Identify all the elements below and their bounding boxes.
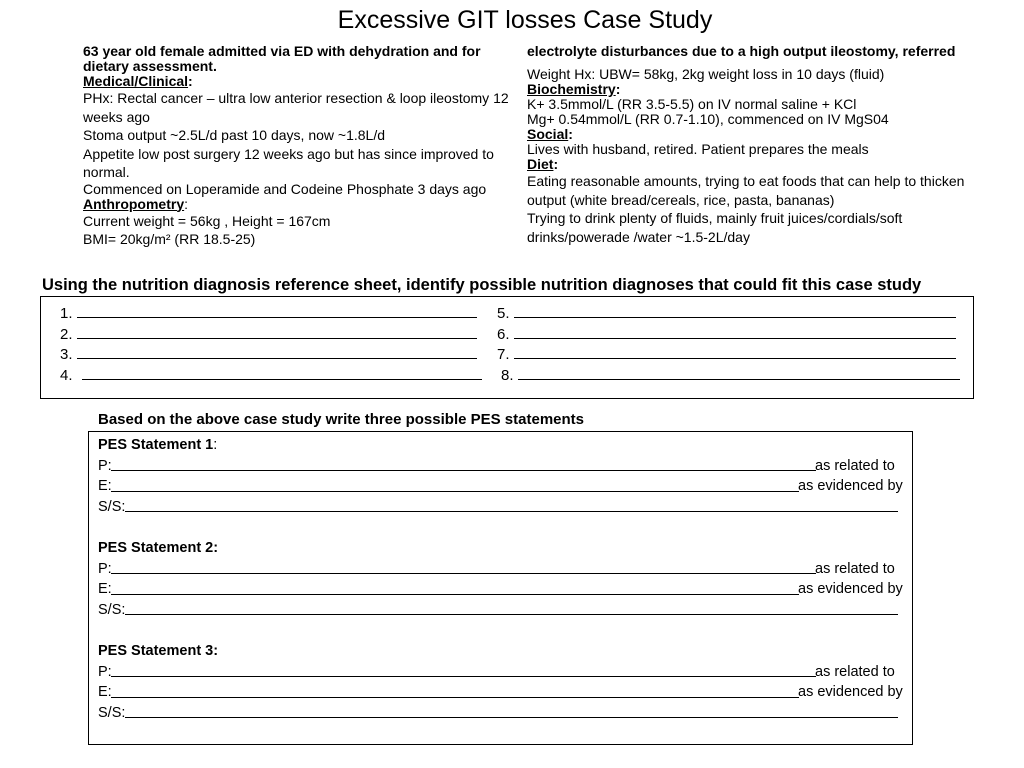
anthropometry-heading: Anthropometry bbox=[83, 195, 185, 212]
biochemistry-colon: : bbox=[615, 81, 621, 97]
page-title: Excessive GIT losses Case Study bbox=[337, 6, 713, 34]
nutrition-diagnoses-box bbox=[40, 296, 974, 399]
medical-heading: Medical/Clinical bbox=[83, 73, 189, 89]
diagnosis-number: 5. bbox=[497, 305, 510, 322]
social-heading-line bbox=[527, 127, 967, 142]
medical-medication: Commenced on Loperamide and Codeine Phosphate 3 days ago bbox=[83, 180, 487, 197]
diagnosis-item-5 bbox=[497, 302, 956, 324]
pes-signs-blank[interactable] bbox=[125, 614, 898, 615]
pes-problem-label: P: bbox=[98, 663, 112, 680]
pes-statement-2 bbox=[98, 538, 903, 620]
pes-title-row bbox=[98, 641, 903, 662]
pes-evidenced-by: as evidenced by bbox=[798, 581, 903, 598]
pes-evidenced-by: as evidenced by bbox=[798, 684, 903, 701]
pes-etiology-blank[interactable] bbox=[111, 491, 799, 492]
anthropometry-heading-line bbox=[83, 197, 513, 212]
pes-signs-row bbox=[98, 703, 903, 724]
diagnosis-blank-5[interactable] bbox=[514, 302, 956, 318]
diagnosis-item-7 bbox=[497, 343, 956, 365]
pes-signs-blank[interactable] bbox=[125, 511, 898, 512]
pes-etiology-blank[interactable] bbox=[111, 697, 799, 698]
medical-heading-line bbox=[83, 74, 513, 89]
pes-signs-blank[interactable] bbox=[125, 717, 898, 718]
diagnosis-question: Using the nutrition diagnosis reference sheet, identify possible nutrition diagnoses that could fit this case study bbox=[42, 276, 922, 294]
pes-statement-3 bbox=[98, 641, 903, 723]
pes-title: PES Statement 3: bbox=[98, 643, 219, 659]
diet-heading-line bbox=[527, 157, 967, 172]
pes-etiology-row bbox=[98, 579, 903, 600]
pes-signs-label: S/S: bbox=[98, 601, 126, 618]
pes-etiology-blank[interactable] bbox=[111, 594, 799, 595]
social-colon: : bbox=[568, 126, 573, 142]
pes-etiology-label: E: bbox=[98, 581, 112, 598]
diagnosis-item-1 bbox=[60, 302, 477, 324]
patient-intro-continued: electrolyte disturbances due to a high output ileostomy, referred bbox=[527, 43, 956, 59]
weight-history: Weight Hx: UBW= 58kg, 2kg weight loss in 10 days (fluid) bbox=[527, 66, 885, 82]
diagnosis-blank-2[interactable] bbox=[77, 323, 477, 339]
pes-title-row bbox=[98, 435, 903, 456]
diet-foods: Eating reasonable amounts, trying to eat foods that can help to thicken output (white bread/cereals, rice, pasta, bananas) bbox=[527, 173, 965, 208]
pes-etiology-row bbox=[98, 682, 903, 703]
pes-problem-blank[interactable] bbox=[111, 573, 816, 574]
social-details: Lives with husband, retired. Patient prepares the meals bbox=[527, 141, 869, 157]
diagnosis-number: 8. bbox=[501, 366, 514, 384]
pes-problem-blank[interactable] bbox=[111, 470, 816, 471]
medical-appetite: Appetite low post surgery 12 weeks ago but has since improved to normal. bbox=[83, 145, 494, 180]
medical-phx: PHx: Rectal cancer – ultra low anterior resection & loop ileostomy 12 weeks ago bbox=[83, 90, 509, 125]
diagnosis-blank-3[interactable] bbox=[77, 343, 477, 359]
pes-evidenced-by: as evidenced by bbox=[798, 478, 903, 495]
pes-signs-label: S/S: bbox=[98, 498, 126, 515]
diagnosis-number: 6. bbox=[497, 325, 510, 343]
pes-problem-blank[interactable] bbox=[111, 676, 816, 677]
diagnosis-number: 4. bbox=[60, 366, 73, 384]
diagnosis-number: 7. bbox=[497, 346, 510, 363]
pes-heading: Based on the above case study write three possible PES statements bbox=[98, 411, 584, 428]
diagnosis-number: 1. bbox=[60, 305, 73, 322]
medical-colon: : bbox=[188, 73, 193, 89]
diagnosis-blank-1[interactable] bbox=[77, 302, 477, 318]
social-heading: Social bbox=[527, 126, 569, 142]
biochemistry-magnesium: Mg+ 0.54mmol/L (RR 0.7-1.10), commenced on IV MgS04 bbox=[527, 111, 889, 127]
anthropometry-weight-height: Current weight = 56kg , Height = 167cm bbox=[83, 212, 331, 229]
biochemistry-heading: Biochemistry bbox=[527, 81, 616, 97]
diagnosis-blank-8[interactable] bbox=[518, 364, 960, 380]
pes-related-to: as related to bbox=[815, 560, 895, 577]
diagnosis-number: 2. bbox=[60, 325, 73, 343]
patient-intro: 63 year old female admitted via ED with dehydration and for dietary assessment. bbox=[83, 43, 481, 74]
pes-signs-row bbox=[98, 497, 903, 518]
diet-fluids: Trying to drink plenty of fluids, mainly fruit juices/cordials/soft drinks/powerade /water ~1.5-2L/day bbox=[527, 210, 903, 245]
pes-related-to: as related to bbox=[815, 663, 895, 680]
pes-title: PES Statement 1: bbox=[98, 437, 218, 453]
pes-problem-label: P: bbox=[98, 457, 112, 474]
pes-statements-box bbox=[88, 431, 913, 745]
pes-problem-row bbox=[98, 662, 903, 683]
medical-stoma-output: Stoma output ~2.5L/d past 10 days, now ~1.8L/d bbox=[83, 127, 385, 143]
pes-title: PES Statement 2: bbox=[98, 540, 219, 556]
pes-problem-row bbox=[98, 559, 903, 580]
biochemistry-potassium: K+ 3.5mmol/L (RR 3.5-5.5) on IV normal saline + KCl bbox=[527, 96, 857, 112]
pes-etiology-label: E: bbox=[98, 684, 112, 701]
pes-signs-label: S/S: bbox=[98, 704, 126, 721]
pes-signs-row bbox=[98, 600, 903, 621]
pes-problem-label: P: bbox=[98, 560, 112, 577]
pes-etiology-row bbox=[98, 476, 903, 497]
diagnosis-number: 3. bbox=[60, 346, 73, 363]
pes-etiology-label: E: bbox=[98, 478, 112, 495]
pes-problem-row bbox=[98, 456, 903, 477]
case-left-column bbox=[83, 44, 513, 249]
anthropometry-bmi: BMI= 20kg/m² (RR 18.5-25) bbox=[83, 231, 256, 247]
diagnosis-blank-7[interactable] bbox=[514, 343, 956, 359]
anthropometry-colon: : bbox=[184, 195, 189, 212]
diagnosis-item-2 bbox=[60, 323, 477, 345]
pes-statement-1 bbox=[98, 435, 903, 517]
case-right-column bbox=[527, 44, 967, 246]
diet-colon: : bbox=[553, 156, 559, 172]
pes-title-row bbox=[98, 538, 903, 559]
pes-related-to: as related to bbox=[815, 457, 895, 474]
biochemistry-heading-line bbox=[527, 82, 967, 97]
diagnosis-item-4 bbox=[60, 364, 482, 386]
diagnosis-item-6 bbox=[497, 323, 956, 345]
diagnosis-blank-6[interactable] bbox=[514, 323, 956, 339]
diagnosis-blank-4[interactable] bbox=[82, 364, 482, 380]
diet-heading: Diet bbox=[527, 156, 554, 172]
diagnosis-item-3 bbox=[60, 343, 477, 365]
diagnosis-item-8 bbox=[501, 364, 960, 386]
